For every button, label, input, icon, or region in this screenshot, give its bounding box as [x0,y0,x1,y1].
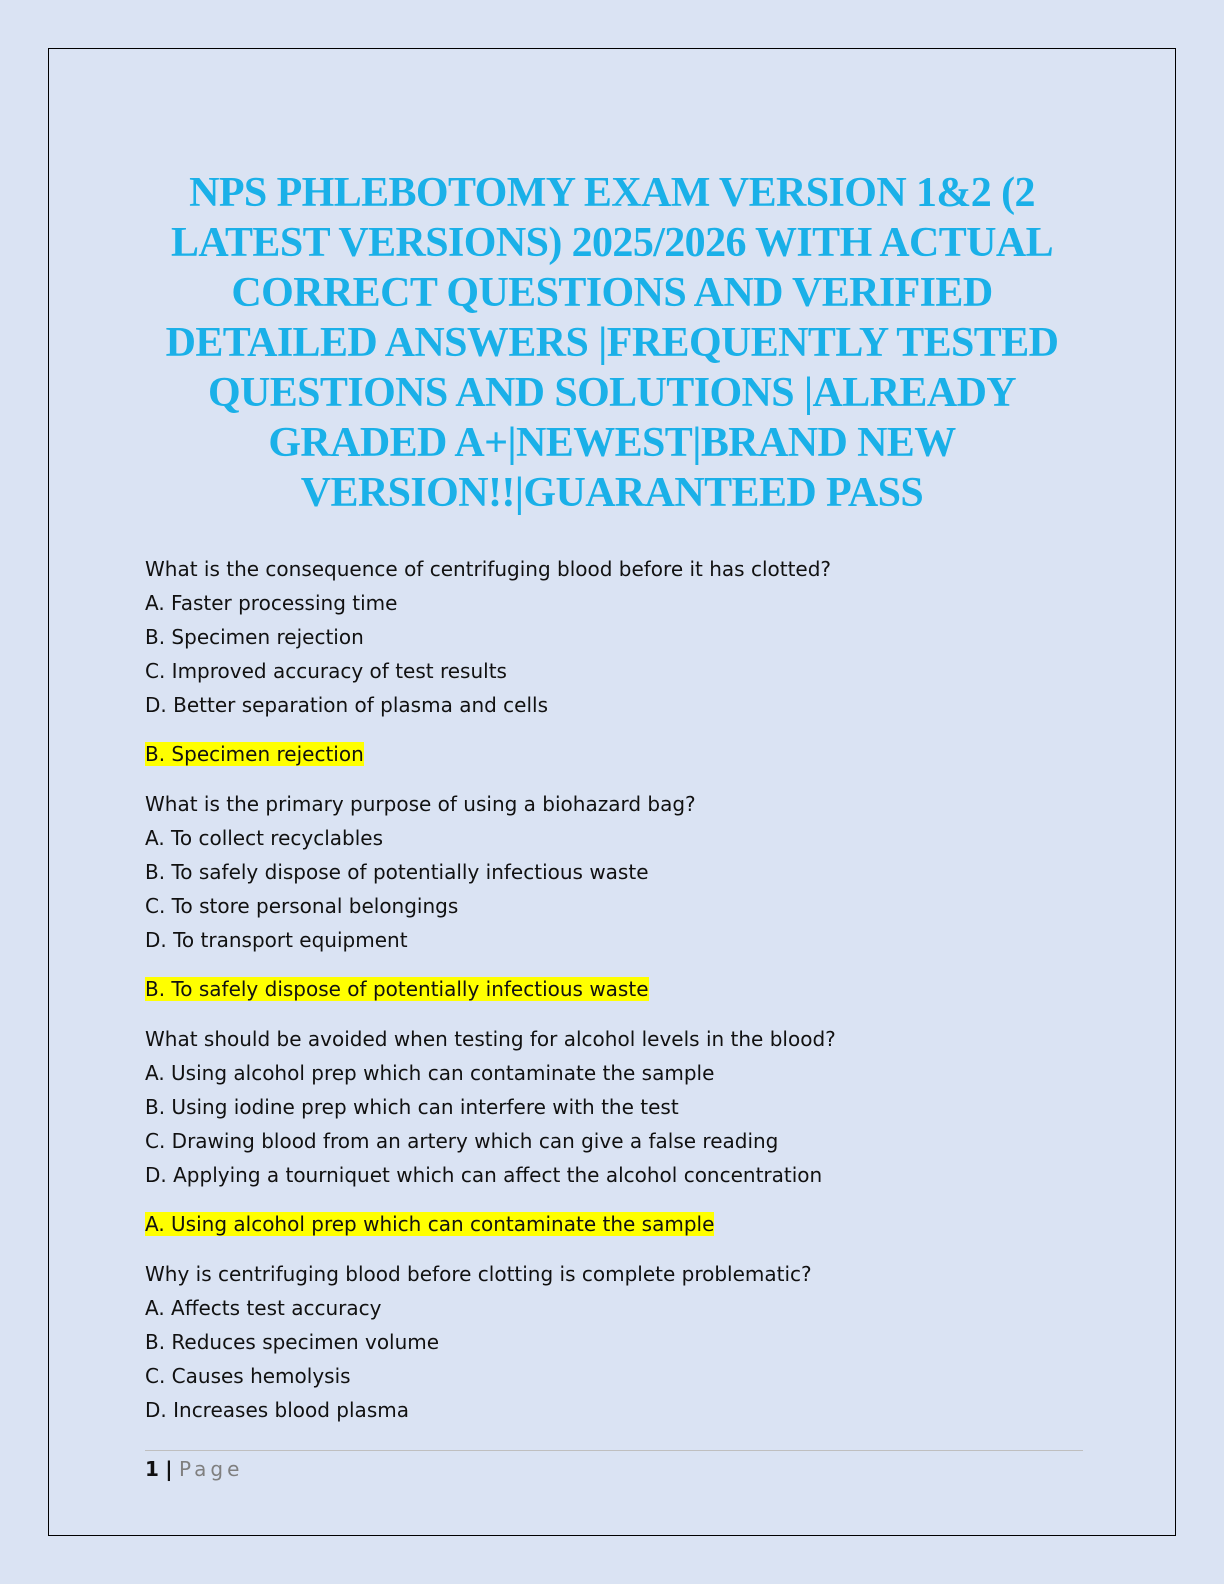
question-block [145,1022,1085,1192]
option-a: A. To collect recyclables [145,826,384,850]
answer-highlight: B. Specimen rejection [145,742,364,766]
option-d: D. To transport equipment [145,928,408,952]
question-list [145,552,1085,1442]
option-a: A. Affects test accuracy [145,1296,382,1320]
option-a: A. Faster processing time [145,591,398,615]
option-d: D. Applying a tourniquet which can affect the alcohol concentration [145,1163,823,1187]
option-d: D. Increases blood plasma [145,1398,409,1422]
option-b: B. To safely dispose of potentially infectious waste [145,860,649,884]
option-c: C. Drawing blood from an artery which can give a false reading [145,1129,779,1153]
question-text: What should be avoided when testing for alcohol levels in the blood? [145,1027,836,1051]
option-b: B. Reduces specimen volume [145,1330,440,1354]
document-title: NPS PHLEBOTOMY EXAM VERSION 1&2 (2 LATEST VERSIONS) 2025/2026 WITH ACTUAL CORRECT QUESTIONS AND VERIFIED DETAILED ANSWERS |FREQUENTLY TESTED QUESTIONS AND SOLUTIONS |ALREADY GRADED A+|NEWEST|BRAND NEW VERSION!!|GUARANTEED PASS [165,170,1059,516]
question-block [145,552,1085,722]
option-b: B. Using iodine prep which can interfere with the test [145,1095,679,1119]
answer-highlight: B. To safely dispose of potentially infectious waste [145,977,649,1001]
question-text: What is the primary purpose of using a biohazard bag? [145,792,696,816]
footer-divider [145,1450,1083,1451]
question-text: What is the consequence of centrifuging blood before it has clotted? [145,557,832,581]
option-c: C. To store personal belongings [145,894,459,918]
option-d: D. Better separation of plasma and cells [145,693,549,717]
answer-highlight: A. Using alcohol prep which can contaminate the sample [145,1212,715,1236]
answer [145,1207,1085,1241]
question-block [145,787,1085,957]
option-c: C. Improved accuracy of test results [145,659,507,683]
answer [145,972,1085,1006]
footer-separator: | [165,1457,173,1481]
page-label: Page [178,1457,244,1481]
option-c: C. Causes hemolysis [145,1364,351,1388]
question-text: Why is centrifuging blood before clotting is complete problematic? [145,1262,812,1286]
answer [145,737,1085,771]
page-number: 1 [145,1457,159,1481]
page-footer [145,1455,243,1483]
option-a: A. Using alcohol prep which can contaminate the sample [145,1061,715,1085]
option-b: B. Specimen rejection [145,625,364,649]
question-block [145,1257,1085,1427]
